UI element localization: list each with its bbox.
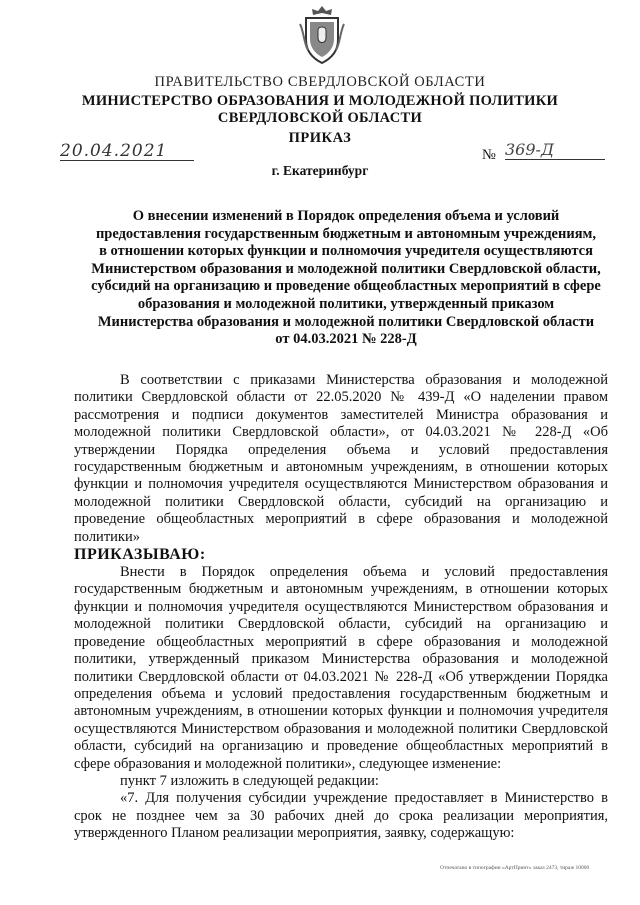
order-body [74, 372, 608, 843]
title-line: от 04.03.2021 № 228-Д [275, 331, 417, 348]
title-line: образования и молодежной политики, утвержденный приказом [137, 295, 555, 312]
order-word: ПРИКАЗЫВАЮ: [74, 546, 206, 564]
title-line: Министерством образования и молодежной политики Свердловской области, [91, 260, 601, 277]
government-name: ПРАВИТЕЛЬСТВО СВЕРДЛОВСКОЙ ОБЛАСТИ [154, 74, 486, 90]
title-line: в отношении которых функции и полномочия учредителя осуществляются [99, 243, 593, 260]
order-date: 20.04.2021 [60, 142, 194, 161]
order-title [70, 208, 622, 349]
print-footer: Отпечатано в типографии «АртПринт» заказ 2473, тираж 10000 [440, 865, 590, 871]
title-line: Министерства образования и молодежной политики Свердловской области [97, 313, 595, 330]
coat-of-arms-icon [298, 4, 346, 66]
ministry-line-1: МИНИСТЕРСТВО ОБРАЗОВАНИЯ И МОЛОДЕЖНОЙ ПОЛИТИКИ [81, 93, 559, 109]
title-line: субсидий на организацию и проведение общеобластных мероприятий в сфере [91, 278, 601, 295]
ministry-name [0, 93, 640, 127]
preamble-paragraph: В соответствии с приказами Министерства образования и молодежной политики Свердловской области от 22.05.2020 № 439-Д «О наделении правом рассмотрения и подписи документов заместителей Министра образования и молодежной политики Свердловской области», от 04.03.2021 № 228-Д «Об утверждении Порядка определения объема и условий предоставления государственным бюджетным и автономным учреждениям, в отношении которых функции и полномочия учредителя осуществляются Министерством образования и молодежной политики Свердловской области, субсидий на организацию и проведение общеобластных мероприятий в сфере образования и молодежной политики» [74, 372, 608, 545]
quoted-paragraph: «7. Для получения субсидии учреждение предоставляет в Министерство в срок не позднее чем за 30 рабочих дней до срока реализации мероприятия, утвержденного Планом реализации мероприятия, заявку, содержащую: [74, 790, 608, 842]
order-number: 369-Д [505, 140, 605, 160]
city: г. Екатеринбург [271, 163, 369, 178]
point-paragraph: пункт 7 изложить в следующей редакции: [120, 772, 379, 789]
ministry-line-2: СВЕРДЛОВСКОЙ ОБЛАСТИ [217, 110, 423, 126]
number-sign: № [482, 147, 496, 163]
title-line: предоставления государственным бюджетным и автономным учреждениям, [95, 225, 597, 242]
title-line: О внесении изменений в Порядок определения объема и условий [132, 208, 560, 224]
order-item-paragraph: Внести в Порядок определения объема и условий предоставления государственным бюджетным и автономным учреждениям, в отношении которых функции и полномочия учредителя осуществляются Министерством образования и молодежной политики Свердловской области, субсидий на организацию и проведение общеобластных мероприятий в сфере образования и молодежной политики, утвержденный приказом Министерства образования и молодежной политики Свердловской области от 04.03.2021 № 228-Д «Об утверждении Порядка определения объема и условий предоставления государственным бюджетным и автономным учреждениям, в отношении которых функции и полномочия учредителя осуществляются Министерством образования и молодежной политики Свердловской области, субсидий на организацию и проведение общеобластных мероприятий в сфере образования и молодежной политики», следующее изменение: [74, 564, 608, 772]
document-type: ПРИКАЗ [288, 130, 352, 146]
